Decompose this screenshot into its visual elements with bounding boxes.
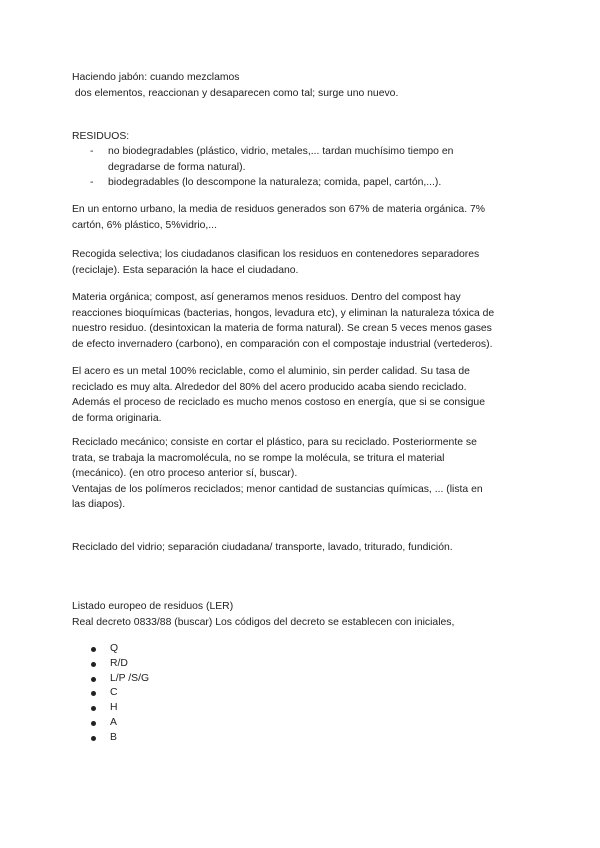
- paragraph-line: (mecánico). (en otro proceso anterior sí, buscar).: [72, 468, 298, 479]
- bullet-icon: [91, 691, 96, 696]
- dash-marker: -: [90, 146, 94, 157]
- paragraph-line: de efecto invernadero (carbono), en comparación con el compostaje industrial (vertederos).: [72, 338, 493, 350]
- bullet-icon: [91, 706, 96, 711]
- paragraph-line: Reciclado mecánico; consiste en cortar el plástico, para su reciclado. Posteriormente se: [72, 437, 477, 448]
- code-label: B: [110, 731, 117, 743]
- code-label: A: [110, 716, 117, 728]
- paragraph-line: Reciclado del vidrio; separación ciudadana/ transporte, lavado, triturado, fundición.: [72, 542, 453, 553]
- materia-paragraph: [72, 290, 532, 352]
- dash-marker: -: [90, 177, 94, 188]
- intro-line: dos elementos, reaccionan y desaparecen como tal; surge uno nuevo.: [72, 87, 399, 99]
- bullet-icon: [91, 736, 96, 741]
- list-item-line: no biodegradables (plástico, vidrio, metales,... tardan muchísimo tiempo en: [108, 146, 454, 157]
- list-item: [72, 657, 149, 672]
- paragraph-line: reacciones bioquímicas (bacterias, hongos, levadura etc), y eliminan la naturaleza tóxica de: [72, 307, 495, 319]
- paragraph-line: Materia orgánica; compost, así generamos menos residuos. Dentro del compost hay: [72, 292, 461, 303]
- paragraph-line: Recogida selectiva; los ciudadanos clasifican los residuos en contenedores separadores: [72, 249, 480, 260]
- code-label: Q: [110, 643, 119, 654]
- paragraph-line: El acero es un metal 100% reciclable, como el aluminio, sin perder calidad. Su tasa de: [72, 366, 470, 377]
- list-item: [72, 144, 532, 175]
- paragraph-line: de forma originaria.: [72, 412, 162, 424]
- list-item: [72, 686, 149, 701]
- paragraph-line: reciclado es muy alta. Alrededor del 80% del acero producido acaba siendo reciclado.: [72, 381, 467, 393]
- urbano-paragraph: [72, 202, 532, 233]
- vidrio-paragraph: [72, 540, 532, 556]
- bullet-icon: [91, 721, 96, 726]
- list-item: [72, 701, 149, 716]
- paragraph-line: (reciclaje). Esta separación la hace el ciudadano.: [72, 264, 299, 276]
- intro-paragraph: [72, 70, 532, 101]
- paragraph-line: Listado europeo de residuos (LER): [72, 601, 234, 612]
- code-label: C: [110, 687, 118, 699]
- codes-list: [72, 642, 149, 746]
- list-item-line: degradarse de forma natural).: [108, 161, 246, 173]
- paragraph-line: Ventajas de los polímeros reciclados; menor cantidad de sustancias químicas, ... (lista en: [72, 483, 483, 495]
- list-item: [72, 672, 149, 687]
- list-item: [72, 642, 149, 657]
- code-label: L/P /S/G: [110, 672, 150, 684]
- paragraph-line: trata, se trabaja la macromolécula, no se rompe la molécula, se tritura el material: [72, 452, 445, 464]
- residuos-list: [72, 144, 532, 191]
- paragraph-line: nuestro residuo. (desintoxican la materia de forma natural). Se crean 5 veces menos gases: [72, 323, 492, 334]
- code-label: H: [110, 702, 118, 714]
- paragraph-line: Además el proceso de reciclado es mucho menos costoso en energía, que si se consigue: [72, 397, 485, 408]
- list-item-line: biodegradables (lo descompone la naturaleza; comida, papel, cartón,...).: [108, 177, 442, 188]
- bullet-icon: [91, 677, 96, 682]
- bullet-icon: [91, 662, 96, 667]
- residuos-heading: RESIDUOS:: [72, 131, 130, 142]
- list-item: [72, 175, 532, 191]
- acero-paragraph: [72, 364, 532, 426]
- intro-line: Haciendo jabón: cuando mezclamos: [72, 72, 240, 83]
- recogida-paragraph: [72, 247, 532, 278]
- list-item: [72, 716, 149, 731]
- listado-paragraph: [72, 599, 532, 630]
- paragraph-line: En un entorno urbano, la media de residuos generados son 67% de materia orgánica. 7%: [72, 204, 486, 215]
- mecanico-paragraph: [72, 435, 532, 513]
- paragraph-line: las diapos).: [72, 499, 126, 510]
- paragraph-line: cartón, 6% plástico, 5%vidrio,...: [72, 219, 217, 231]
- bullet-icon: [91, 647, 96, 652]
- list-item: [72, 731, 149, 746]
- paragraph-line: Real decreto 0833/88 (buscar) Los códigos del decreto se establecen con iniciales,: [72, 616, 455, 628]
- code-label: R/D: [110, 657, 128, 669]
